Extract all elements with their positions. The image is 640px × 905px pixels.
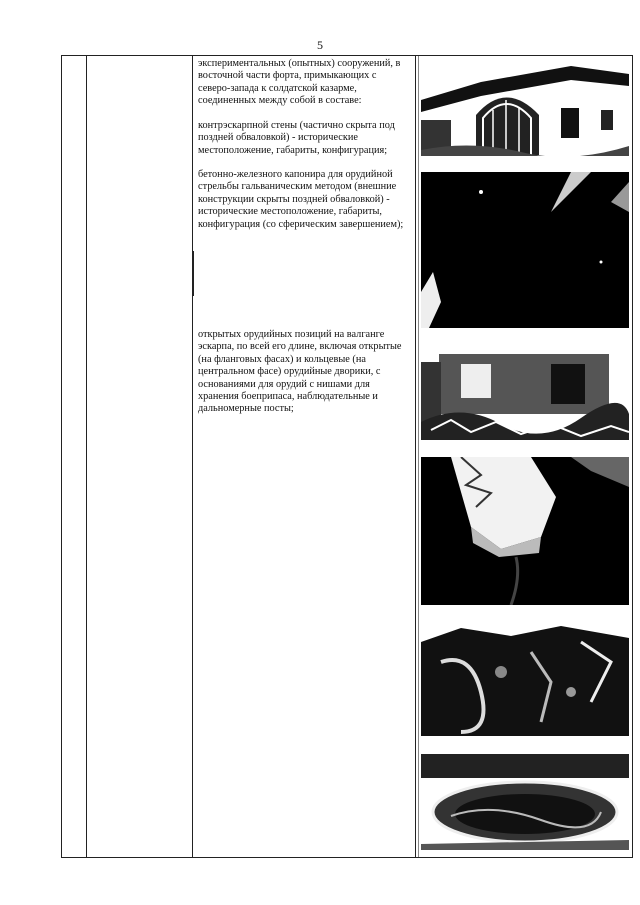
object-table [61,55,633,858]
description-caponier: бетонно-железного капонира для орудийной стрельбы гальваническим методом (внешние конструкции скрыты поздней обваловкой) - исторические местоположение, габариты, конфигурация (со сферическим завершением); [198,169,404,230]
wall-with-openings-photo [421,342,629,440]
dark-interior-photo [421,172,629,328]
description-counterscarp-wall: контрэскарпной стены (частично скрыта под поздней обваловкой) - исторические местоположение, габариты, конфигурация; [198,120,395,156]
description-intro: экспериментальных (опытных) сооружений, в восточной части форта, примыкающих с северо-запада к солдатской казарме, соединенных между собой в составе: [198,58,401,107]
description-gun-positions: открытых орудийных позиций на валганге эскарпа, по всей его длине, включая открытые (на фланговых фасах) и кольцевые (на центральном фасе) орудийные дворики, с основаниями для орудий с нишами для хранения боеприпаса, наблюдательные и дальномерные посты; [198,329,402,415]
cell-mark [192,251,194,296]
overgrown-embankment-photo [421,622,629,736]
column-divider [418,56,419,857]
page-number: 5 [317,38,323,52]
column-divider [86,56,87,857]
column-divider [415,56,416,857]
ruined-dome-structure-photo [421,60,629,156]
column-divider [192,56,193,857]
trench-with-vegetation-photo [421,457,629,605]
circular-gun-emplacement-photo [421,754,629,850]
